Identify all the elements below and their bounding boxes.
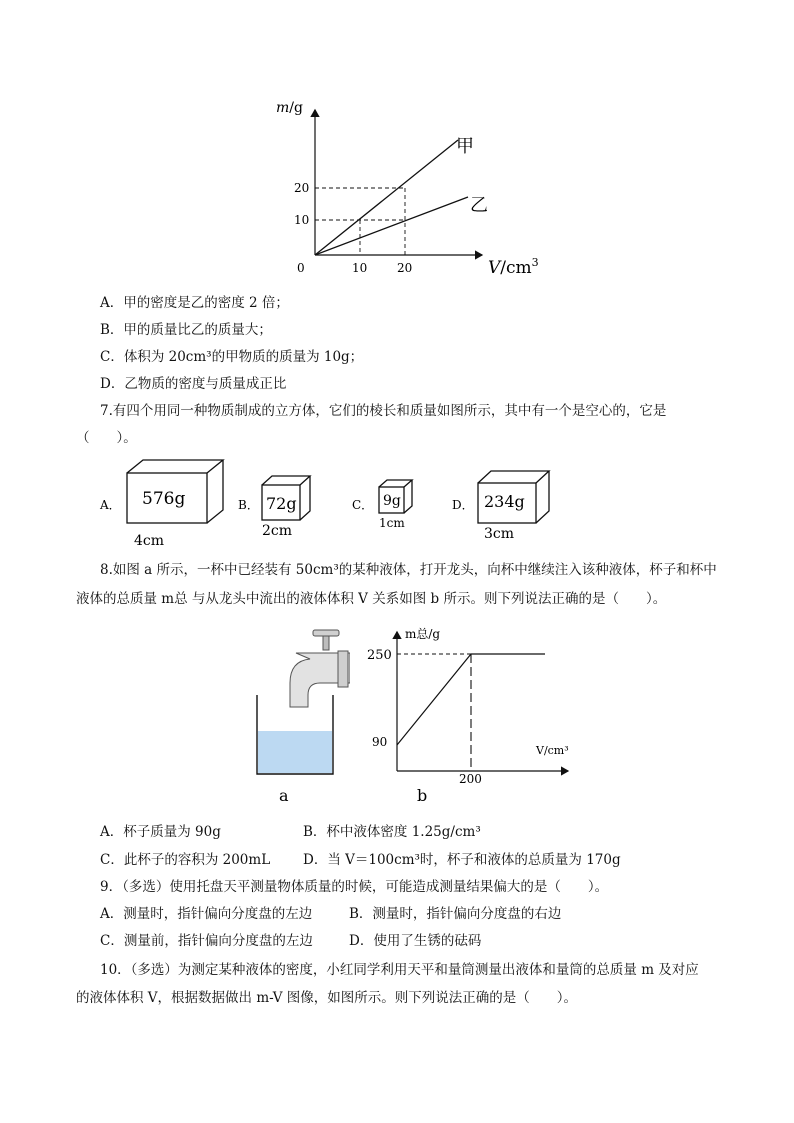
cube-d-edge: 3cm: [484, 526, 515, 542]
q7-stem-line2: （ ）。: [76, 430, 137, 446]
q8-option-b: B．杯中液体密度 1.25g/cm³: [303, 824, 481, 840]
q9-stem: 9．（多选）使用托盘天平测量物体质量的时候，可能造成测量结果偏大的是（ ）。: [100, 879, 609, 895]
cube-a-edge: 4cm: [134, 533, 165, 545]
cubes-figure: [90, 455, 570, 545]
y-tick-10: 10: [294, 213, 310, 227]
x-tick-20: 20: [397, 261, 413, 275]
cube-b-edge: 2cm: [262, 523, 293, 539]
q6-option-b: B．甲的质量比乙的质量大；: [100, 322, 272, 338]
cube-c-letter: C．: [352, 498, 374, 512]
q8-option-a: A．杯子质量为 90g: [100, 824, 221, 840]
mass-volume-graph: [270, 90, 570, 285]
q9-option-a: A．测量时，指针偏向分度盘的左边: [100, 906, 313, 922]
liquid-in-cup: [258, 731, 332, 773]
y-tick-90: 90: [372, 735, 388, 749]
series-yi-label: 乙: [470, 195, 488, 216]
q9-option-d: D．使用了生锈的砝码: [349, 933, 482, 949]
series-jia-line: [315, 140, 458, 255]
total-mass-graph: [360, 620, 580, 805]
x-axis-label: V/cm³: [536, 744, 569, 757]
series-yi-line: [315, 197, 468, 255]
fig-b-label: b: [417, 786, 428, 805]
cube-b-letter: B．: [238, 498, 259, 512]
q9-option-b: B．测量时，指针偏向分度盘的右边: [349, 906, 562, 922]
x-axis-label: $V/cm^3$: [488, 256, 539, 278]
q8-stem-line1: 8.如图 a 所示，一杯中已经装有 50cm³的某种液体，打开龙头，向杯中继续注入该种液体，杯子和杯中: [100, 562, 717, 578]
faucet-handle: [313, 630, 339, 636]
q8-stem-line2: 液体的总质量 m总 与从龙头中流出的液体体积 V 关系如图 b 所示。则下列说法正确的是（ ）。: [76, 591, 667, 607]
q9-option-c: C．测量前，指针偏向分度盘的左边: [100, 933, 313, 949]
cube-b-mass: 72g: [266, 494, 297, 513]
cube-d-mass: 234g: [484, 492, 525, 511]
cube-d-letter: D．: [452, 498, 474, 512]
x-tick-200: 200: [459, 772, 482, 786]
q6-option-d: D．乙物质的密度与质量成正比: [100, 376, 287, 392]
y-tick-250: 250: [367, 648, 392, 663]
fig-a-label: a: [279, 786, 289, 805]
faucet-cup-figure: [250, 625, 350, 805]
q8-option-d: D．当 V＝100cm³时，杯子和液体的总质量为 170g: [303, 852, 621, 868]
q8-option-c: C．此杯子的容积为 200mL: [100, 852, 271, 868]
q10-stem-line2: 的液体体积 V，根据数据做出 m-V 图像，如图所示。则下列说法正确的是（ ）。: [76, 990, 578, 1006]
q7-stem-line1: 7.有四个用同一种物质制成的立方体，它们的棱长和质量如图所示，其中有一个是空心的，它是: [100, 403, 667, 419]
series-jia-label: 甲: [456, 136, 474, 157]
y-axis-label: m总/g: [405, 627, 441, 641]
q10-stem-line1: 10．（多选）为测定某种液体的密度，小红同学利用天平和量筒测量出液体和量筒的总质量 m 及对应: [100, 962, 699, 978]
y-tick-20: 20: [294, 181, 310, 195]
q6-option-c: C．体积为 20cm³的甲物质的质量为 10g；: [100, 349, 364, 365]
cube-c-mass: 9g: [383, 493, 401, 509]
x-tick-10: 10: [352, 261, 368, 275]
cube-a-letter: A．: [100, 498, 121, 512]
origin-label: 0: [297, 261, 305, 275]
cube-c-edge: 1cm: [379, 516, 405, 530]
cube-a-mass: 576g: [142, 489, 186, 509]
y-axis-label: m/g: [276, 100, 303, 116]
q6-option-a: A．甲的密度是乙的密度 2 倍；: [100, 295, 289, 311]
